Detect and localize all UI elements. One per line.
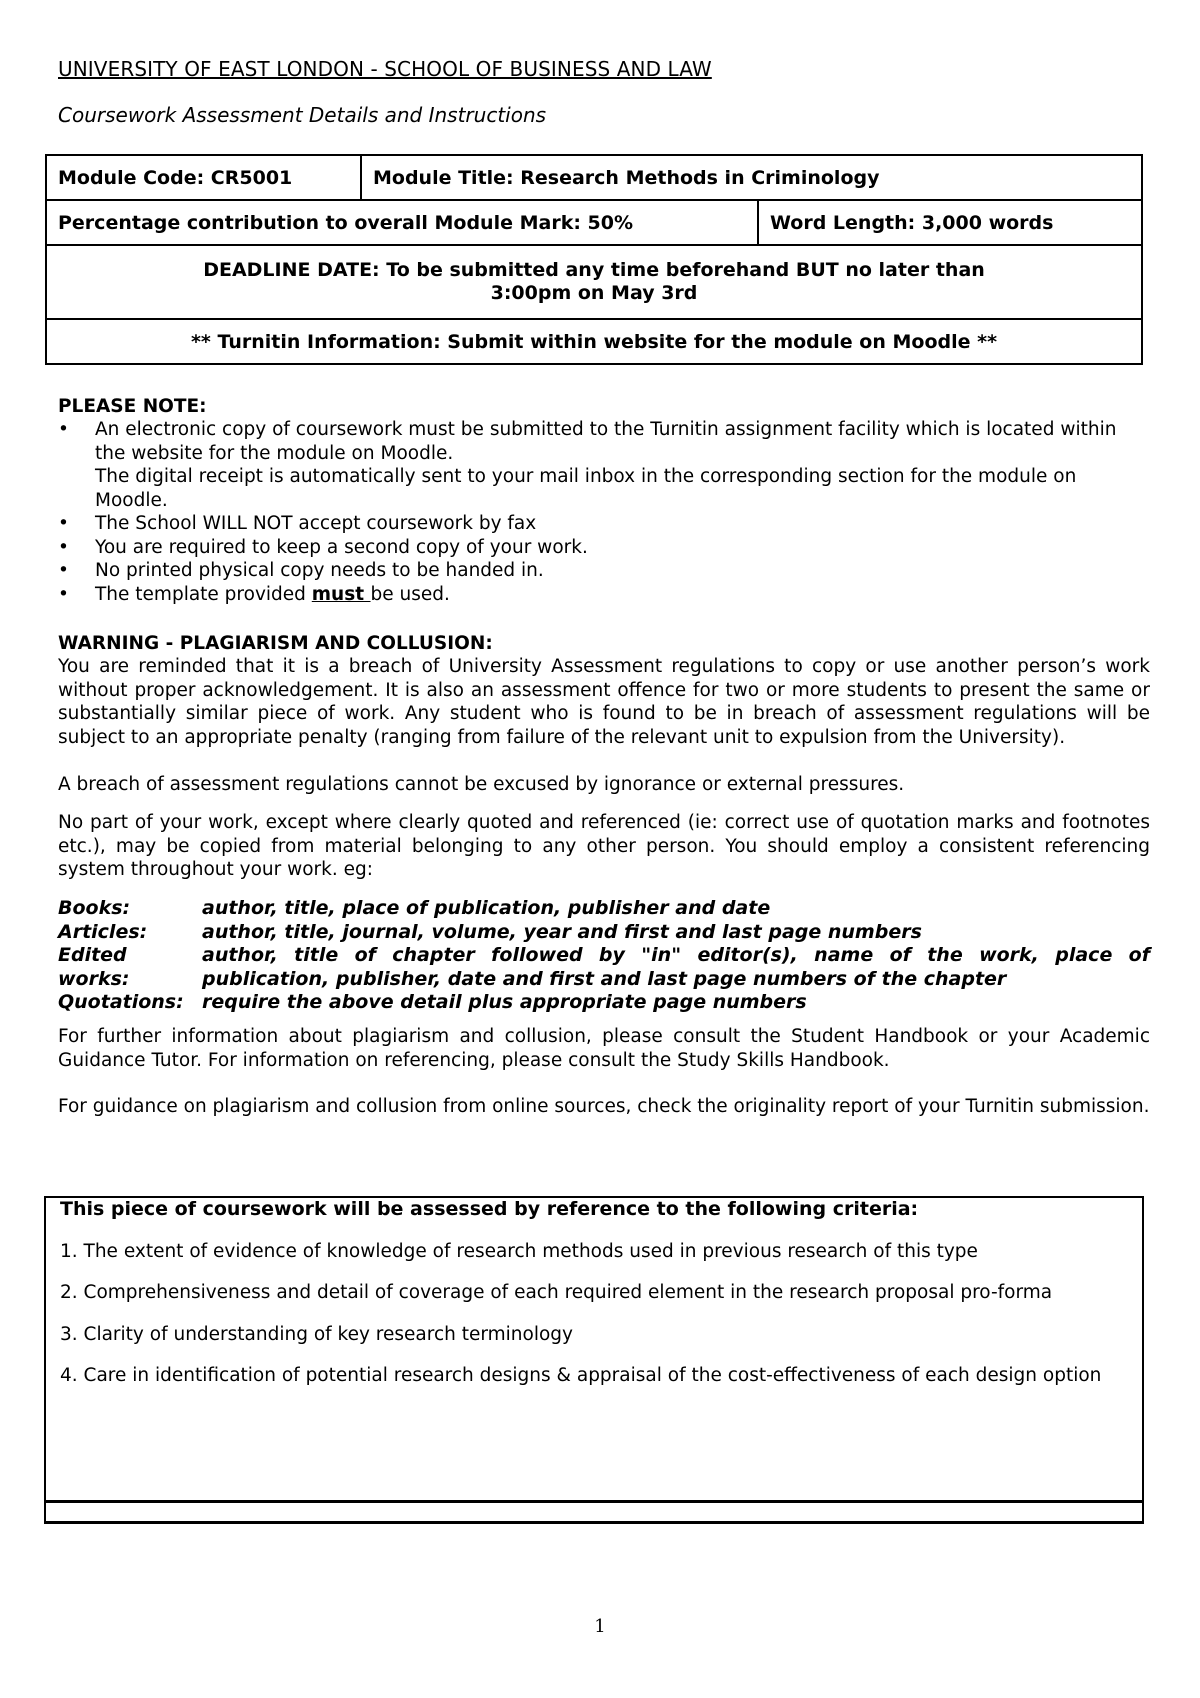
warning-paragraph: You are reminded that it is a breach of University Assessment regulations to copy or use another person’s work without proper acknowledgement. It is also an assessment offence for two or more students to present the same or substantially similar piece of work. Any student who is found to be in breach of assessment regulations will be subject to an appropriate penalty (ranging from failure of the relevant unit to expulsion from the University). bbox=[58, 656, 1150, 748]
reference-label: Articles: bbox=[58, 920, 148, 943]
word-length-cell: Word Length: 3,000 words bbox=[758, 200, 1142, 245]
deadline-line-2: 3:00pm on May 3rd bbox=[490, 282, 698, 304]
further-info-paragraph: For further information about plagiarism and collusion, please consult the Student Handbook or your Academic Guidance Tutor. For information on referencing, please consult the Study Skills Handbook. bbox=[58, 1026, 1150, 1071]
please-note-heading: PLEASE NOTE: bbox=[58, 396, 207, 417]
page-number: 1 bbox=[594, 1616, 606, 1637]
reference-row bbox=[58, 944, 1150, 991]
bullet-text: You are required to keep a second copy of your work. bbox=[95, 536, 588, 558]
reference-row bbox=[58, 991, 1150, 1015]
reference-label: Books: bbox=[58, 897, 131, 919]
criteria-item: 2. Comprehensiveness and detail of coverage of each required element in the research proposal pro-forma bbox=[60, 1282, 1053, 1303]
document-subtitle: Coursework Assessment Details and Instructions bbox=[58, 103, 547, 127]
university-heading: UNIVERSITY OF EAST LONDON - SCHOOL OF BUSINESS AND LAW bbox=[58, 57, 712, 81]
percentage-cell: Percentage contribution to overall Module Mark: 50% bbox=[46, 200, 758, 245]
bullet-text: The digital receipt is automatically sent to your mail inbox in the corresponding section for the module on Moodle. bbox=[95, 466, 1077, 511]
list-item bbox=[58, 583, 1150, 607]
deadline-cell bbox=[46, 245, 1142, 319]
criteria-item: 3. Clarity of understanding of key research terminology bbox=[60, 1323, 573, 1345]
must-emphasis: must bbox=[311, 583, 371, 605]
turnitin-cell: ** Turnitin Information: Submit within website for the module on Moodle ** bbox=[46, 319, 1142, 364]
reference-label: Quotations: bbox=[58, 991, 184, 1013]
list-item bbox=[58, 418, 1150, 465]
bullet-text: An electronic copy of coursework must be submitted to the Turnitin assignment facility which is located within the website for the module on Moodle. bbox=[95, 419, 1117, 464]
reference-row bbox=[58, 897, 1150, 921]
criteria-heading: This piece of coursework will be assessed by reference to the following criteria: bbox=[60, 1198, 919, 1220]
module-code-cell: Module Code: CR5001 bbox=[46, 155, 361, 200]
module-title-cell: Module Title: Research Methods in Criminology bbox=[361, 155, 1142, 200]
criteria-item: 4. Care in identification of potential research designs & appraisal of the cost-effectiveness of each design option bbox=[60, 1365, 1102, 1386]
bullet-text: The template provided bbox=[95, 583, 312, 605]
reference-text: author, title, place of publication, publisher and date bbox=[202, 897, 771, 919]
reference-examples bbox=[58, 897, 1150, 1015]
reference-text: require the above detail plus appropriate page numbers bbox=[202, 991, 807, 1013]
list-item bbox=[58, 559, 1150, 583]
list-item bbox=[58, 512, 1150, 536]
criteria-footer-row bbox=[44, 1498, 1144, 1524]
list-item bbox=[58, 465, 1150, 512]
reference-label: Edited works: bbox=[58, 944, 130, 990]
guidance-paragraph: For guidance on plagiarism and collusion from online sources, check the originality report of your Turnitin submission. bbox=[58, 1096, 1150, 1117]
reference-text: author, title, journal, volume, year and first and last page numbers bbox=[202, 920, 922, 943]
criteria-box bbox=[44, 1196, 1144, 1503]
deadline-line-1: DEADLINE DATE: To be submitted any time beforehand BUT no later than bbox=[203, 259, 985, 281]
criteria-item: 1. The extent of evidence of knowledge of research methods used in previous research of this type bbox=[60, 1240, 978, 1262]
bullet-text: The School WILL NOT accept coursework by fax bbox=[95, 513, 537, 534]
warning-heading: WARNING - PLAGIARISM AND COLLUSION: bbox=[58, 633, 493, 654]
referencing-paragraph: No part of your work, except where clearly quoted and referenced (ie: correct use of quotation marks and footnotes etc.), may be copied from material belonging to any other person. You should employ a consistent referencing system throughout your work. eg: bbox=[58, 812, 1150, 880]
bullet-text: No printed physical copy needs to be handed in. bbox=[95, 560, 544, 581]
reference-text: author, title of chapter followed by "in" editor(s), name of the work, place of publication, publisher, date and first and last page numbers of the chapter bbox=[202, 944, 1150, 990]
module-info-table bbox=[45, 154, 1143, 365]
please-note-list bbox=[58, 418, 1150, 606]
reference-row bbox=[58, 921, 1150, 945]
bullet-text: be used. bbox=[370, 583, 450, 605]
list-item bbox=[58, 536, 1150, 560]
breach-paragraph: A breach of assessment regulations cannot be excused by ignorance or external pressures. bbox=[58, 774, 905, 795]
